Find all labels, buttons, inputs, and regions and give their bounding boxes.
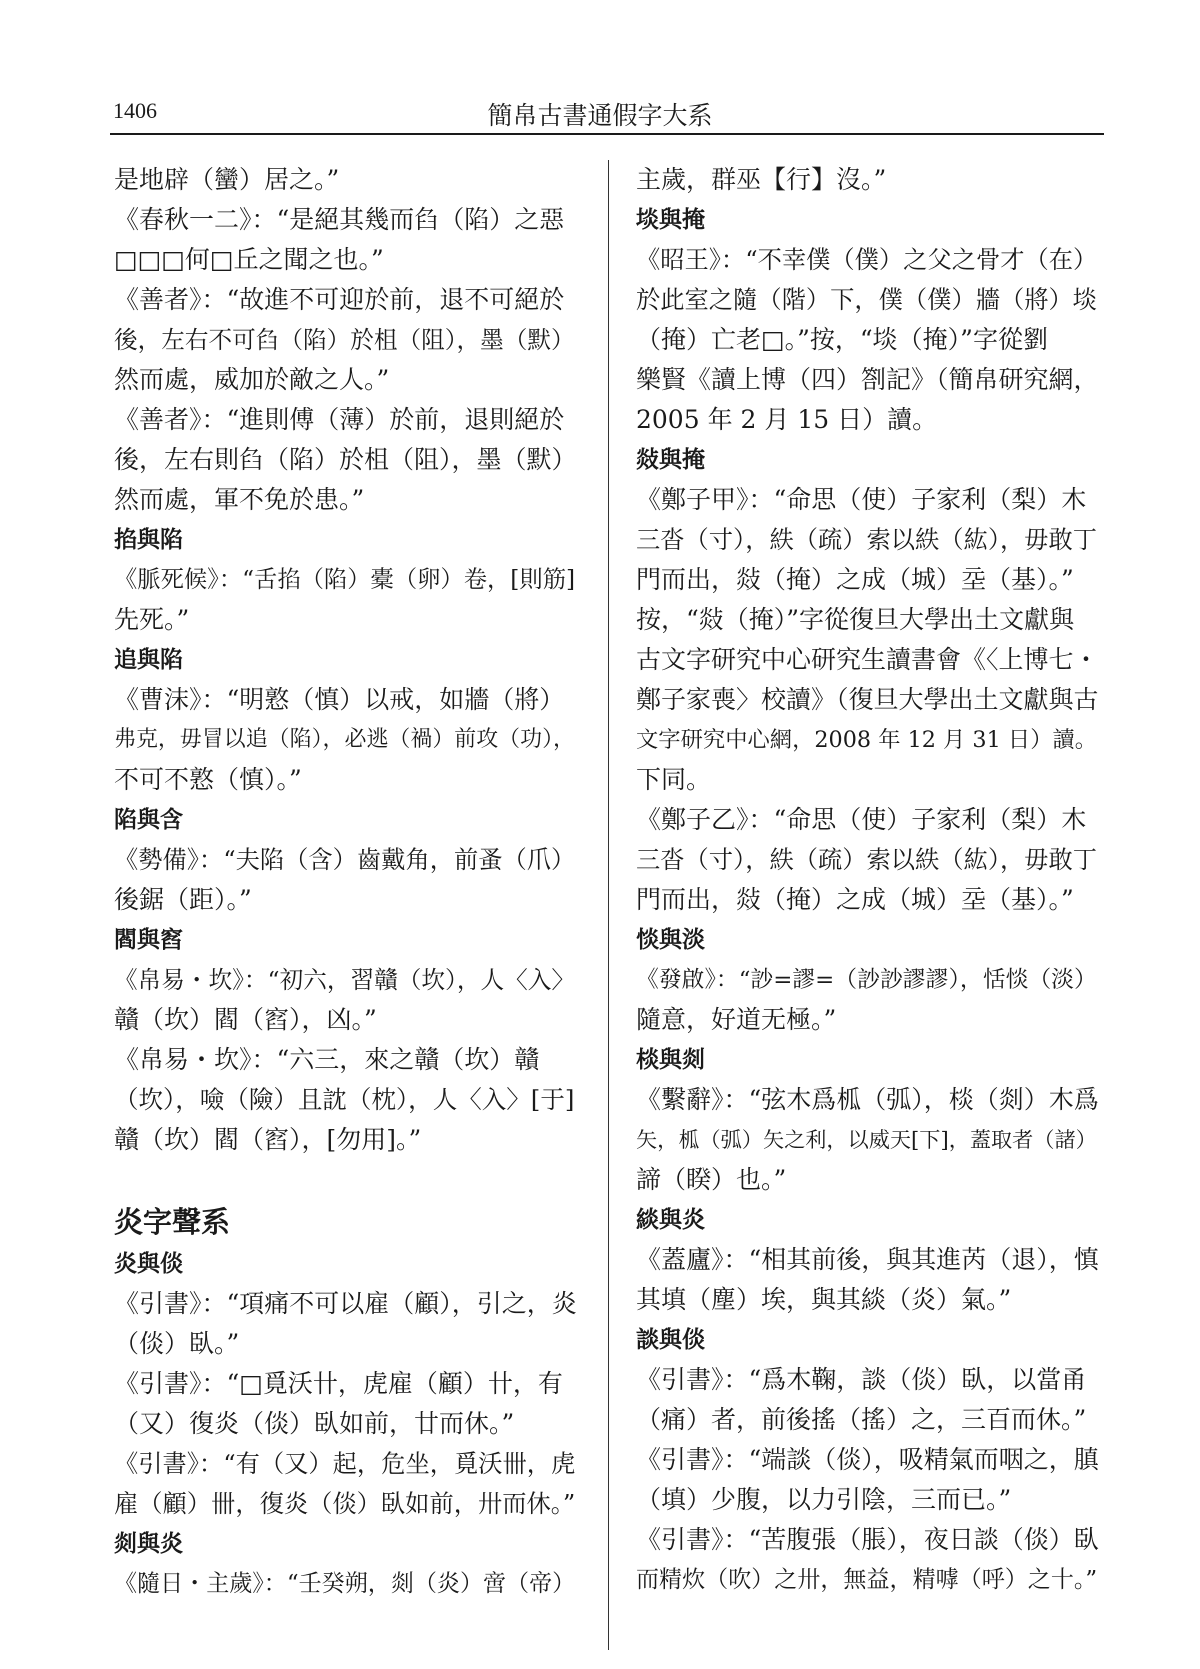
text-line: 諦（睽）也。” — [636, 1165, 787, 1194]
entry-heading: 追與陷 — [114, 647, 183, 673]
text-line: 按，“敥（掩）”字從復旦大學出土文獻與 — [636, 605, 1075, 634]
text-line: 鄭子家喪〉校讀》（復旦大學出土文獻與古 — [636, 685, 1099, 714]
text-line: 雇（顧）卌，復炎（倓）臥如前，卅而休。” — [114, 1489, 576, 1518]
entry-heading: 敥與掩 — [636, 447, 705, 473]
text-line: 先死。” — [114, 605, 190, 634]
entry-heading: 埮與掩 — [636, 207, 705, 233]
text-line: 《引書》：“苦腹張（脹），夜日談（倓）臥 — [636, 1525, 1099, 1554]
text-line: 《發啟》：“訬=謬=（訬訬謬謬），恬惔（淡） — [636, 967, 1097, 993]
text-line: 贛（坎）閻（窞），[勿用]。” — [114, 1125, 422, 1154]
header-rule — [110, 133, 1104, 135]
text-line: 古文字研究中心研究生讀書會《〈上博七・ — [636, 645, 1099, 674]
text-line: 後，左右則臽（陷）於柤（阻），墨（默） — [114, 445, 577, 474]
text-line: 於此室之隨（階）下，僕（僕）牆（將）埮 — [636, 285, 1098, 314]
text-line: 樂賢《讀上博（四）劄記》（簡帛研究網， — [636, 365, 1099, 394]
right-column — [636, 160, 1102, 1600]
text-line: 《隨日・主歲》：“壬癸朔，剡（炎）啻（帝） — [114, 1571, 576, 1597]
spacer — [114, 1160, 580, 1200]
text-line: 《昭王》：“不幸僕（僕）之父之骨才（在） — [636, 245, 1098, 274]
text-line: 《鄭子甲》：“命思（使）子家利（梨）木 — [636, 485, 1087, 514]
text-line: （又）復炎（倓）臥如前，廿而休。” — [114, 1409, 515, 1438]
text-line: （坎），噞（險）且訦（枕），人〈入〉[于] — [114, 1085, 575, 1114]
text-line: （填）少腹，以力引陰，三而已。” — [636, 1485, 1012, 1514]
text-line: 然而處，軍不免於患。” — [114, 485, 365, 514]
text-line: 其填（塵）埃，與其緂（炎）氣。” — [636, 1285, 1012, 1314]
text-line: 矢，柧（弧）矢之利，以威天[下]，蓋取者（諸） — [636, 1127, 1097, 1152]
text-line: 不可不憝（慎）。” — [114, 765, 302, 794]
text-line: 弗克，毋冒以追（陷），必逃（禍）前攻（功）， — [114, 727, 576, 752]
text-line: 主歲，群巫【行】沒。” — [636, 165, 887, 194]
text-line: 《鄭子乙》：“命思（使）子家利（梨）木 — [636, 805, 1087, 834]
entry-heading: 棪與剡 — [636, 1047, 705, 1073]
text-line: 然而處，威加於敵之人。” — [114, 365, 390, 394]
text-line: 《引書》：“有（又）起，危坐，覓沃卌，虎 — [114, 1449, 576, 1478]
text-line: 而精炊（吹）之卅，無益，精嘑（呼）之十。” — [636, 1567, 1098, 1593]
text-line: 《善者》：“故進不可迎於前，退不可絕於 — [114, 285, 565, 314]
text-line: 贛（坎）閻（窞），凶。” — [114, 1005, 377, 1034]
text-line: 後鋸（距）。” — [114, 885, 252, 914]
text-line: 《善者》：“進則傅（薄）於前，退則絕於 — [114, 405, 565, 434]
text-line: 下同。 — [636, 765, 712, 794]
text-line: 是地辟（蠻）居之。” — [114, 165, 340, 194]
text-line: 《帛易・坎》：“初六，習贛（坎），人〈入〉 — [114, 966, 575, 994]
entry-heading: 談與倓 — [636, 1327, 705, 1353]
entry-heading: 炎與倓 — [114, 1251, 183, 1277]
text-line: （倓）臥。” — [114, 1329, 240, 1358]
entry-heading: 閻與窞 — [114, 927, 183, 953]
text-line: 《引書》：“□覓沃卄，虎雇（顧）卄，有 — [114, 1369, 563, 1398]
text-line: （痛）者，前後搖（搖）之，三百而休。” — [636, 1405, 1087, 1434]
text-line: 2005 年 2 月 15 日）讀。 — [636, 405, 938, 434]
entry-heading: 剡與炎 — [114, 1531, 183, 1557]
text-line: 《引書》：“項痛不可以雇（顧），引之，炎 — [114, 1289, 577, 1318]
text-line: 《勢備》：“夫陷（含）齒戴角，前蚤（爪） — [114, 845, 576, 874]
text-line: 《帛易・坎》：“六三，來之贛（坎）贛 — [114, 1045, 540, 1074]
text-line: 門而出，敥（掩）之成（城）坖（基）。” — [636, 885, 1074, 914]
text-line: 《引書》：“爲木鞠，談（倓）臥，以當甬 — [636, 1365, 1087, 1394]
entry-heading: 掐與陷 — [114, 527, 183, 553]
text-line: 隨意，好道无極。” — [636, 1005, 837, 1034]
column-divider — [608, 160, 609, 1650]
text-line: 《蓋廬》：“相其前後，與其進芮（退），慎 — [636, 1245, 1099, 1274]
running-title: 簡帛古書通假字大系 — [487, 101, 713, 130]
section-title: 炎字聲系 — [114, 1205, 231, 1239]
text-line: □□□何□丘之聞之也。” — [114, 245, 384, 274]
text-line: （掩）亡老□。”按，“埮（掩）”字從劉 — [636, 325, 1048, 354]
text-line: 《曹沫》：“明憝（慎）以戒，如牆（將） — [114, 685, 565, 714]
text-line: 文字研究中心網，2008 年 12 月 31 日）讀。 — [636, 727, 1098, 753]
text-line: 三沓（寸），紩（疏）索以紩（紘），毋敢丁 — [636, 525, 1098, 554]
text-line: 《春秋一二》：“是絕其幾而臽（陷）之惡 — [114, 205, 565, 234]
left-column — [114, 160, 580, 1604]
text-line: 門而出，敥（掩）之成（城）坖（基）。” — [636, 565, 1074, 594]
text-line: 三沓（寸），紩（疏）索以紩（紘），毋敢丁 — [636, 845, 1098, 874]
entry-heading: 陷與含 — [114, 807, 183, 833]
text-line: 《繫辭》：“弦木爲柧（弧），棪（剡）木爲 — [636, 1085, 1099, 1114]
text-line: 《脈死候》：“舌掐（陷）橐（卵）卷，[則筋] — [114, 566, 576, 593]
entry-heading: 緂與炎 — [636, 1207, 705, 1233]
text-line: 《引書》：“端談（倓），吸精氣而咽之，䐜 — [636, 1445, 1099, 1474]
entry-heading: 惔與淡 — [636, 927, 705, 953]
text-line: 後，左右不可臽（陷）於柤（阻），墨（默） — [114, 326, 575, 354]
page-number: 1406 — [113, 98, 157, 123]
